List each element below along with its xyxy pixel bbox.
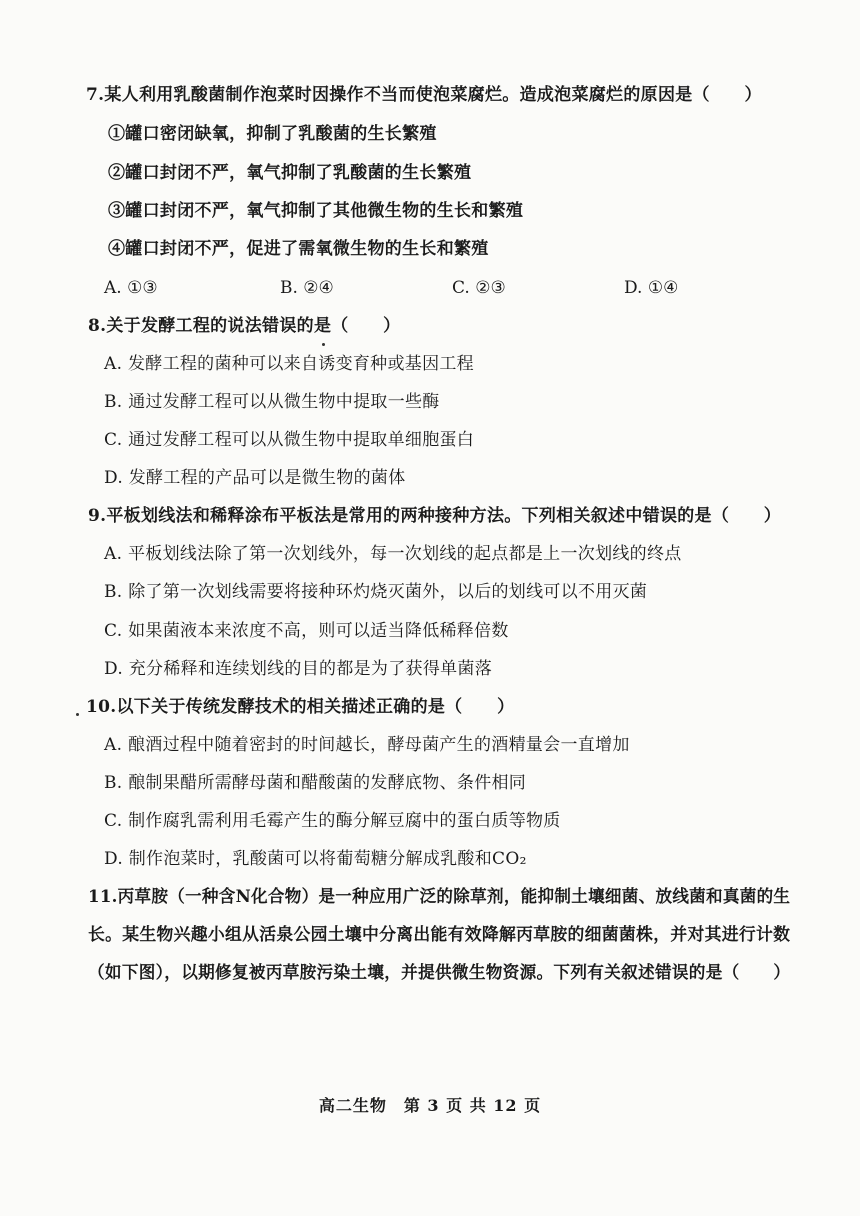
question-7-choice-b: B. ②④ [280, 278, 334, 298]
question-7-item-3: ③罐口封闭不严，氧气抑制了其他微生物的生长和繁殖 [108, 201, 524, 221]
question-10-stem: 10.以下关于传统发酵技术的相关描述正确的是（ ） [86, 697, 515, 717]
question-9-option-d: D. 充分稀释和连续划线的目的都是为了获得单菌落 [104, 659, 493, 679]
question-10-option-a: A. 酿酒过程中随着密封的时间越长，酵母菌产生的酒精量会一直增加 [104, 735, 630, 755]
question-7-item-4: ④罐口封闭不严，促进了需氧微生物的生长和繁殖 [108, 239, 489, 259]
page-footer: 高二生物 第 3 页 共 12 页 [318, 1096, 542, 1115]
question-7-item-1: ①罐口密闭缺氧，抑制了乳酸菌的生长繁殖 [108, 124, 437, 144]
question-11-line-1: 11.丙草胺（一种含N化合物）是一种应用广泛的除草剂，能抑制土壤细菌、放线菌和真菌的生 [88, 887, 791, 907]
question-7-item-2: ②罐口封闭不严，氧气抑制了乳酸菌的生长繁殖 [108, 163, 472, 183]
question-8-option-b: B. 通过发酵工程可以从微生物中提取一些酶 [104, 392, 440, 412]
question-7-choice-a: A. ①③ [104, 278, 158, 298]
question-9-stem: 9.平板划线法和稀释涂布平板法是常用的两种接种方法。下列相关叙述中错误的是（ ） [88, 506, 782, 526]
question-8-stem: 8.关于发酵工程的说法错误的是（ ） [88, 316, 401, 336]
scan-speck [76, 713, 79, 716]
question-11-line-2: 长。某生物兴趣小组从活泉公园土壤中分离出能有效降解丙草胺的细菌菌株，并对其进行计数 [88, 925, 791, 945]
question-8-option-a: A. 发酵工程的菌种可以来自诱变育种或基因工程 [104, 354, 474, 374]
question-7-choice-c: C. ②③ [452, 278, 506, 298]
question-9-option-b: B. 除了第一次划线需要将接种环灼烧灭菌外，以后的划线可以不用灭菌 [104, 582, 648, 602]
question-10-option-c: C. 制作腐乳需利用毛霉产生的酶分解豆腐中的蛋白质等物质 [104, 811, 561, 831]
question-10-option-b: B. 酿制果醋所需酵母菌和醋酸菌的发酵底物、条件相同 [104, 773, 527, 793]
question-8-option-d: D. 发酵工程的产品可以是微生物的菌体 [104, 468, 406, 488]
question-11-line-3: （如下图），以期修复被丙草胺污染土壤，并提供微生物资源。下列有关叙述错误的是（ ） [88, 963, 791, 983]
question-9-option-a: A. 平板划线法除了第一次划线外，每一次划线的起点都是上一次划线的终点 [104, 544, 682, 564]
question-7-stem: 7.某人利用乳酸菌制作泡菜时因操作不当而使泡菜腐烂。造成泡菜腐烂的原因是（ ） [86, 85, 762, 105]
question-7-choice-d: D. ①④ [624, 278, 679, 298]
question-10-option-d: D. 制作泡菜时，乳酸菌可以将葡萄糖分解成乳酸和CO₂ [104, 849, 527, 869]
scan-speck [322, 343, 325, 346]
question-9-option-c: C. 如果菌液本来浓度不高，则可以适当降低稀释倍数 [104, 621, 509, 641]
question-8-option-c: C. 通过发酵工程可以从微生物中提取单细胞蛋白 [104, 430, 475, 450]
